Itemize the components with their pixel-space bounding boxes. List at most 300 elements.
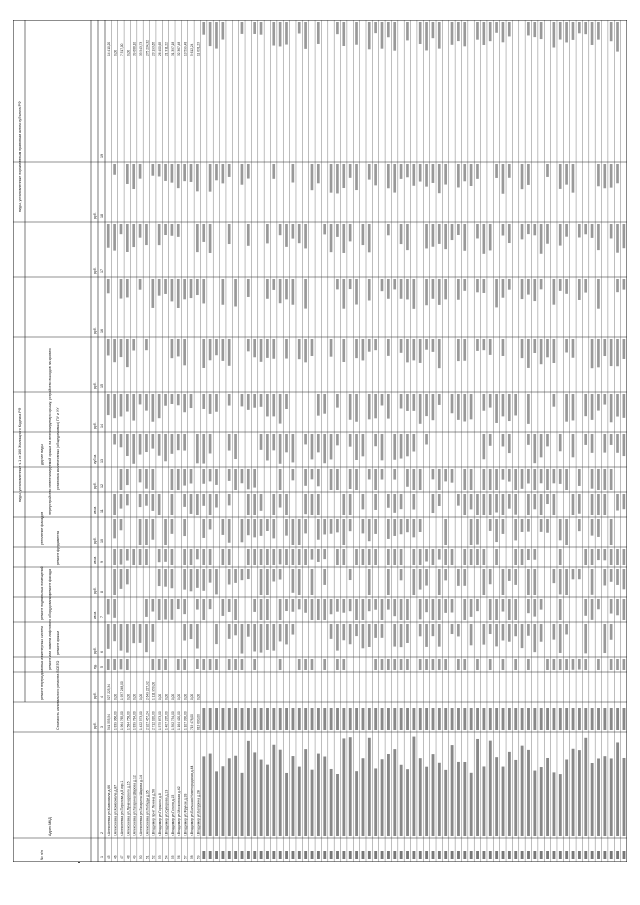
illegible-cell <box>400 339 403 353</box>
illegible-cell <box>489 494 492 515</box>
row-address: г.Владимир ул.Большая Нижегородская д.44 <box>189 765 194 836</box>
column-number: 9 <box>100 561 104 563</box>
illegible-cell <box>584 659 587 670</box>
row-engineering: 0,00 <box>158 693 163 700</box>
illegible-cell <box>425 164 428 187</box>
illegible-cell <box>304 339 307 362</box>
illegible-cell <box>285 599 288 611</box>
illegible-cell <box>279 22 282 46</box>
illegible-cell <box>591 22 594 45</box>
illegible-cell <box>368 519 371 541</box>
illegible-cell <box>546 494 549 504</box>
illegible-cell <box>591 569 594 595</box>
illegible-cell <box>476 22 479 40</box>
row-engineering: 1 957 248,00 <box>119 681 124 700</box>
illegible-cell <box>438 22 441 49</box>
illegible-cell <box>151 519 154 540</box>
illegible-cell <box>202 224 205 242</box>
illegible-cell <box>279 224 282 235</box>
illegible-cell <box>521 469 524 489</box>
illegible-cell <box>221 549 224 565</box>
illegible-cell <box>559 469 562 484</box>
illegible-cell <box>183 519 186 536</box>
illegible-cell <box>393 708 396 730</box>
illegible-cell <box>298 339 301 359</box>
illegible-cell <box>597 164 600 186</box>
illegible-cell <box>247 339 250 351</box>
row-total: 1 584 758,00 <box>126 711 131 730</box>
illegible-cell <box>190 394 193 408</box>
illegible-cell <box>387 549 390 565</box>
illegible-cell <box>304 851 307 859</box>
illegible-cell <box>215 22 218 49</box>
illegible-cell <box>285 624 288 644</box>
illegible-cell <box>610 569 613 582</box>
illegible-cell <box>113 224 116 251</box>
illegible-cell <box>591 339 594 368</box>
illegible-cell <box>559 851 562 859</box>
illegible-cell <box>374 519 377 534</box>
illegible-cell <box>457 224 460 235</box>
illegible-cell <box>374 708 377 730</box>
row-number: 56 <box>177 855 182 859</box>
illegible-cell <box>502 164 505 194</box>
illegible-cell <box>241 519 244 542</box>
row-total: 813 600,00 <box>196 714 201 730</box>
illegible-cell <box>323 549 326 559</box>
illegible-cell <box>438 494 441 506</box>
illegible-cell <box>616 339 619 366</box>
illegible-cell <box>463 569 466 586</box>
illegible-cell <box>202 279 205 303</box>
illegible-cell <box>362 224 365 245</box>
illegible-cell <box>553 624 556 640</box>
illegible-cell <box>444 549 447 565</box>
illegible-cell <box>521 519 524 532</box>
illegible-cell <box>610 708 613 730</box>
illegible-cell <box>572 22 575 40</box>
illegible-cell <box>228 708 231 730</box>
illegible-cell <box>241 624 244 654</box>
illegible-cell <box>355 394 358 422</box>
illegible-cell <box>234 469 237 490</box>
illegible-cell <box>463 339 466 361</box>
illegible-cell <box>362 339 365 360</box>
illegible-cell <box>572 851 575 859</box>
illegible-cell <box>432 394 435 420</box>
illegible-cell <box>482 624 485 645</box>
illegible-cell <box>374 339 377 350</box>
illegible-cell <box>419 659 422 670</box>
illegible-cell <box>553 339 556 363</box>
illegible-cell <box>272 434 275 450</box>
illegible-cell <box>470 624 473 645</box>
illegible-cell <box>514 624 517 636</box>
illegible-cell <box>591 708 594 730</box>
illegible-cell <box>540 851 543 859</box>
illegible-cell <box>457 851 460 859</box>
illegible-cell <box>381 279 384 291</box>
row-number: 57 <box>183 855 188 859</box>
illegible-cell <box>489 519 492 531</box>
illegible-cell <box>546 164 549 177</box>
illegible-cell <box>183 599 186 614</box>
column-header: Адрес МКД <box>48 817 52 836</box>
illegible-cell <box>247 741 250 836</box>
illegible-cell <box>336 599 339 612</box>
illegible-cell <box>304 279 307 309</box>
illegible-cell <box>565 279 568 294</box>
illegible-cell <box>292 851 295 859</box>
illegible-cell <box>502 708 505 730</box>
illegible-cell <box>533 851 536 859</box>
illegible-cell <box>266 599 269 620</box>
illegible-cell <box>482 394 485 411</box>
illegible-cell <box>527 164 530 185</box>
illegible-cell <box>234 434 237 459</box>
illegible-cell <box>457 624 460 636</box>
row-engineering: 0,00 <box>189 693 194 700</box>
illegible-cell <box>400 624 403 647</box>
illegible-cell <box>266 279 269 299</box>
row-address: г.Алексеевка ул.Комсомола д.66 <box>107 784 112 836</box>
illegible-cell <box>374 549 377 565</box>
illegible-cell <box>145 434 148 452</box>
illegible-cell <box>623 494 626 509</box>
illegible-cell <box>183 434 186 451</box>
illegible-cell <box>603 624 606 653</box>
illegible-cell <box>425 394 428 416</box>
illegible-cell <box>228 469 231 481</box>
illegible-cell <box>349 708 352 730</box>
illegible-cell <box>145 624 148 652</box>
illegible-cell <box>368 708 371 730</box>
illegible-cell <box>272 22 275 46</box>
illegible-cell <box>610 394 613 422</box>
illegible-cell <box>432 624 435 636</box>
illegible-cell <box>616 279 619 292</box>
illegible-cell <box>113 494 116 515</box>
illegible-cell <box>209 469 212 481</box>
illegible-cell <box>400 599 403 620</box>
illegible-cell <box>196 624 199 648</box>
row-other: 32 367,48 <box>177 41 182 56</box>
unit-header: руб. <box>93 692 97 699</box>
illegible-cell <box>145 549 148 565</box>
illegible-cell <box>406 708 409 730</box>
illegible-cell <box>177 394 180 405</box>
illegible-cell <box>298 599 301 609</box>
illegible-cell <box>603 164 606 188</box>
illegible-cell <box>349 434 352 447</box>
row-number: 45 <box>107 855 112 859</box>
illegible-cell <box>553 851 556 859</box>
illegible-cell <box>406 659 409 670</box>
illegible-cell <box>247 224 250 246</box>
illegible-cell <box>432 22 435 38</box>
illegible-cell <box>400 851 403 859</box>
illegible-cell <box>260 599 263 620</box>
illegible-cell <box>502 599 505 612</box>
illegible-cell <box>457 339 460 361</box>
illegible-cell <box>304 599 307 613</box>
illegible-cell <box>279 624 282 641</box>
illegible-cell <box>578 851 581 859</box>
illegible-cell <box>164 279 167 294</box>
illegible-cell <box>272 494 275 515</box>
illegible-cell <box>514 519 517 540</box>
illegible-cell <box>508 224 511 243</box>
illegible-cell <box>508 752 511 836</box>
illegible-cell <box>527 708 530 730</box>
illegible-cell <box>285 434 288 452</box>
illegible-cell <box>514 659 517 670</box>
illegible-cell <box>559 22 562 40</box>
illegible-cell <box>432 469 435 479</box>
illegible-cell <box>482 434 485 459</box>
illegible-cell <box>470 519 473 545</box>
illegible-cell <box>527 750 530 836</box>
illegible-cell <box>489 224 492 250</box>
illegible-cell <box>260 494 263 511</box>
row-number: 58 <box>189 855 194 859</box>
illegible-cell <box>438 851 441 859</box>
illegible-cell <box>432 659 435 670</box>
illegible-cell <box>406 224 409 250</box>
illegible-cell <box>132 434 135 464</box>
illegible-cell <box>126 164 129 184</box>
illegible-cell <box>241 708 244 730</box>
illegible-cell <box>120 519 123 530</box>
illegible-cell <box>502 519 505 534</box>
illegible-cell <box>597 469 600 490</box>
illegible-cell <box>565 569 568 595</box>
illegible-cell <box>451 624 454 634</box>
illegible-cell <box>202 756 205 836</box>
illegible-cell <box>463 164 466 181</box>
illegible-cell <box>342 659 345 670</box>
illegible-cell <box>616 549 619 565</box>
illegible-cell <box>400 569 403 580</box>
illegible-cell <box>298 224 301 243</box>
illegible-cell <box>533 771 536 836</box>
illegible-cell <box>457 279 460 300</box>
illegible-cell <box>521 279 524 299</box>
illegible-cell <box>253 394 256 408</box>
illegible-cell <box>279 851 282 859</box>
column-number: 7 <box>100 616 104 618</box>
illegible-cell <box>527 494 530 515</box>
illegible-cell <box>209 164 212 192</box>
illegible-cell <box>591 469 594 489</box>
illegible-cell <box>546 851 549 859</box>
illegible-cell <box>559 624 562 653</box>
illegible-cell <box>457 762 460 836</box>
illegible-cell <box>151 279 154 308</box>
illegible-cell <box>463 549 466 565</box>
row-address: г.Владимир ул.Гоголя д.15 <box>170 794 175 836</box>
illegible-cell <box>457 569 460 586</box>
illegible-cell <box>623 434 626 456</box>
row-address: г.Владимир ул.Фрунзе д.33 <box>183 793 188 836</box>
illegible-cell <box>139 224 142 238</box>
row-address: г.Владимир ул.Суворова д.13 <box>164 789 169 836</box>
illegible-cell <box>438 394 441 405</box>
illegible-cell <box>145 519 148 545</box>
illegible-cell <box>425 339 428 350</box>
illegible-cell <box>247 569 250 579</box>
illegible-cell <box>444 224 447 249</box>
illegible-cell <box>514 494 517 515</box>
illegible-cell <box>527 599 530 613</box>
illegible-cell <box>533 224 536 235</box>
illegible-cell <box>266 519 269 531</box>
illegible-cell <box>603 549 606 560</box>
unit-header: куб.м. <box>93 454 97 464</box>
illegible-cell <box>126 549 129 561</box>
row-other: 31 397,18 <box>170 41 175 56</box>
illegible-cell <box>527 394 530 424</box>
illegible-cell <box>355 599 358 620</box>
row-total: 719 478,00 <box>189 714 194 730</box>
illegible-cell <box>412 519 415 537</box>
illegible-cell <box>616 224 619 253</box>
illegible-cell <box>540 469 543 483</box>
illegible-cell <box>304 469 307 486</box>
illegible-cell <box>234 756 237 836</box>
illegible-cell <box>572 434 575 457</box>
illegible-cell <box>457 708 460 730</box>
illegible-cell <box>540 339 543 364</box>
illegible-cell <box>336 659 339 670</box>
illegible-cell <box>482 339 485 350</box>
illegible-cell <box>151 624 154 642</box>
row-engineering: 2 649 227,92 <box>145 681 150 700</box>
illegible-cell <box>482 494 485 515</box>
illegible-cell <box>451 22 454 45</box>
illegible-cell <box>234 569 237 583</box>
illegible-cell <box>406 434 409 456</box>
illegible-cell <box>616 742 619 836</box>
illegible-cell <box>126 434 129 456</box>
illegible-cell <box>591 494 594 515</box>
illegible-cell <box>272 624 275 651</box>
illegible-cell <box>406 164 409 177</box>
row-number: 47 <box>119 855 124 859</box>
illegible-cell <box>279 434 282 464</box>
illegible-cell <box>393 549 396 565</box>
illegible-cell <box>559 659 562 670</box>
illegible-cell <box>565 659 568 670</box>
illegible-cell <box>253 339 256 357</box>
illegible-cell <box>425 279 428 305</box>
illegible-cell <box>559 434 562 451</box>
illegible-cell <box>158 434 161 456</box>
illegible-cell <box>432 224 435 247</box>
illegible-cell <box>610 164 613 188</box>
illegible-cell <box>603 434 606 453</box>
illegible-cell <box>107 224 110 248</box>
column-number: 8 <box>100 591 104 593</box>
illegible-cell <box>553 569 556 583</box>
illegible-cell <box>362 549 365 565</box>
illegible-cell <box>139 279 142 290</box>
illegible-cell <box>521 339 524 358</box>
illegible-cell <box>260 549 263 565</box>
illegible-cell <box>489 599 492 620</box>
illegible-cell <box>387 599 390 610</box>
illegible-cell <box>209 599 212 609</box>
illegible-cell <box>603 756 606 836</box>
illegible-cell <box>438 659 441 670</box>
row-engineering: 0,00 <box>138 693 143 700</box>
illegible-cell <box>419 599 422 619</box>
illegible-cell <box>393 22 396 51</box>
illegible-cell <box>565 624 568 634</box>
row-number: 54 <box>164 855 169 859</box>
illegible-cell <box>591 599 594 620</box>
unit-header: ед. <box>93 663 97 669</box>
illegible-cell <box>266 569 269 595</box>
column-header: утепление фасадов <box>40 511 44 545</box>
illegible-cell <box>508 851 511 859</box>
illegible-cell <box>438 224 441 244</box>
illegible-cell <box>190 279 193 298</box>
illegible-cell <box>457 394 460 420</box>
illegible-cell <box>228 519 231 543</box>
illegible-cell <box>495 279 498 307</box>
illegible-cell <box>336 469 339 490</box>
row-other: 26 400,65 <box>158 41 163 56</box>
illegible-cell <box>368 738 371 836</box>
illegible-cell <box>285 773 288 836</box>
illegible-cell <box>406 339 409 362</box>
illegible-cell <box>202 659 205 670</box>
illegible-cell <box>145 599 148 617</box>
illegible-cell <box>546 434 549 446</box>
illegible-cell <box>463 494 466 515</box>
illegible-cell <box>610 549 613 565</box>
illegible-cell <box>553 494 556 515</box>
illegible-cell <box>349 851 352 859</box>
illegible-cell <box>495 519 498 542</box>
illegible-cell <box>572 164 575 193</box>
illegible-cell <box>145 224 148 245</box>
illegible-cell <box>597 599 600 609</box>
illegible-cell <box>330 624 333 639</box>
illegible-cell <box>584 624 587 653</box>
illegible-cell <box>597 851 600 859</box>
illegible-cell <box>578 519 581 531</box>
illegible-cell <box>559 599 562 620</box>
illegible-cell <box>489 22 492 41</box>
illegible-cell <box>393 659 396 670</box>
illegible-cell <box>559 708 562 730</box>
illegible-cell <box>317 549 320 562</box>
illegible-cell <box>196 659 199 669</box>
illegible-cell <box>374 22 377 33</box>
illegible-cell <box>139 434 142 455</box>
illegible-cell <box>368 224 371 252</box>
illegible-cell <box>330 708 333 730</box>
illegible-cell <box>610 22 613 41</box>
illegible-cell <box>209 339 212 360</box>
illegible-cell <box>221 766 224 836</box>
illegible-cell <box>623 339 626 359</box>
illegible-cell <box>126 624 129 653</box>
illegible-cell <box>151 394 154 422</box>
illegible-cell <box>304 434 307 444</box>
